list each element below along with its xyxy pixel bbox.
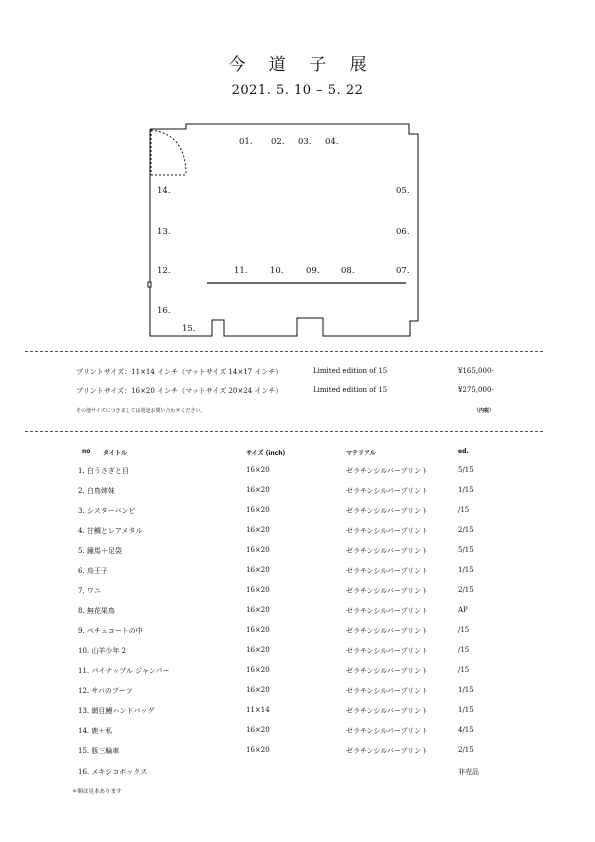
table-row — [0, 566, 595, 578]
work-edition: /15 — [458, 626, 470, 634]
plan-label-06: 06. — [396, 227, 410, 237]
work-material: ゼラチンシルバープリント — [346, 647, 429, 655]
work-material: ゼラチンシルバープリント — [346, 567, 429, 575]
price-size-11x14: プリントサイズ：11×14 インチ（マットサイズ 14×17 インチ） — [76, 368, 283, 376]
plan-label-11: 11. — [234, 266, 248, 276]
work-title: 1. 白うさぎと目 — [78, 467, 129, 475]
plan-label-01: 01. — [239, 137, 253, 147]
work-edition: 非売品 — [458, 768, 479, 776]
price-edition-16x20: Limited edition of 15 — [313, 386, 388, 394]
plan-label-13: 13. — [157, 227, 171, 237]
work-material: ゼラチンシルバープリント — [346, 667, 429, 675]
work-title: 15. 豚三輪車 — [78, 747, 120, 755]
work-edition: 2/15 — [458, 746, 474, 754]
work-edition: 1/15 — [458, 486, 474, 494]
work-size: 16×20 — [246, 626, 270, 634]
work-edition: AP — [458, 606, 468, 614]
work-edition: /15 — [458, 646, 470, 654]
col-header-size: サイズ (inch) — [246, 450, 286, 457]
work-title: 8. 無花果鳥 — [78, 607, 115, 615]
plan-label-12: 12. — [157, 266, 171, 276]
work-title: 10. 山羊少年 2 — [78, 647, 127, 655]
work-material: ゼラチンシルバープリント — [346, 627, 429, 635]
work-edition: 1/15 — [458, 566, 474, 574]
work-material: ゼラチンシルバープリント — [346, 607, 429, 615]
work-material: ゼラチンシルバープリント — [346, 587, 429, 595]
work-size: 11×14 — [246, 706, 270, 714]
table-row — [0, 767, 595, 779]
plan-label-09: 09. — [306, 266, 320, 276]
table-row — [0, 546, 595, 558]
plan-label-08: 08. — [341, 266, 355, 276]
work-title: 16. メキシコボックス — [78, 768, 148, 776]
table-row — [0, 686, 595, 698]
work-title: 5. 鐘馬＋足袋 — [78, 547, 122, 555]
table-row — [0, 706, 595, 718]
work-size: 16×20 — [246, 466, 270, 474]
work-title: 13. 網目鰻ハンドバッグ — [78, 707, 155, 715]
work-title: 2. 白鳥姉妹 — [78, 487, 115, 495]
work-edition: /15 — [458, 506, 470, 514]
work-material: ゼラチンシルバープリント — [346, 707, 429, 715]
work-edition: 2/15 — [458, 586, 474, 594]
col-header-title: タイトル — [103, 450, 127, 457]
work-material: ゼラチンシルバープリント — [346, 467, 429, 475]
plan-label-03: 03. — [298, 137, 312, 147]
table-row — [0, 646, 595, 658]
divider-top — [25, 351, 543, 352]
work-edition: 4/15 — [458, 726, 474, 734]
col-header-ed: ed. — [458, 448, 469, 455]
work-title: 7. ワニ — [78, 587, 101, 595]
work-size: 16×20 — [246, 506, 270, 514]
work-material: ゼラチンシルバープリント — [346, 727, 429, 735]
work-material: ゼラチンシルバープリント — [346, 547, 429, 555]
work-edition: /15 — [458, 666, 470, 674]
table-row — [0, 506, 595, 518]
work-title: 4. 甘鯛とレアメタル — [78, 527, 143, 535]
work-title: 3. シスターバンビ — [78, 507, 136, 515]
work-material: ゼラチンシルバープリント — [346, 507, 429, 515]
divider-bottom — [25, 431, 543, 432]
work-size: 16×20 — [246, 546, 270, 554]
work-title: 6. 烏王子 — [78, 567, 108, 575]
work-material: ゼラチンシルバープリント — [346, 747, 429, 755]
work-title: 12. サバのブーツ — [78, 687, 133, 695]
exhibition-title: 今 道 子 展 — [228, 55, 376, 75]
plan-label-14: 14. — [157, 186, 171, 196]
table-row — [0, 726, 595, 738]
work-material: ゼラチンシルバープリント — [346, 687, 429, 695]
plan-label-04: 04. — [325, 137, 339, 147]
work-size: 16×20 — [246, 586, 270, 594]
work-size: 16×20 — [246, 686, 270, 694]
price-size-16x20: プリントサイズ：16×20 インチ（マットサイズ 20×24 インチ） — [76, 387, 283, 395]
table-row — [0, 586, 595, 598]
tax-note: （内税） — [474, 408, 495, 414]
col-header-no: no — [82, 448, 91, 455]
table-row — [0, 486, 595, 498]
other-sizes-note: その他サイズにつきましては別途お問い合わせください。 — [76, 408, 206, 414]
work-material: ゼラチンシルバープリント — [346, 487, 429, 495]
work-size: 16×20 — [246, 726, 270, 734]
price-value-11x14: ¥165,000- — [458, 367, 494, 375]
work-size: 16×20 — [246, 606, 270, 614]
work-title: 11. パイナップル ジャンパー — [78, 667, 170, 675]
table-row — [0, 746, 595, 758]
plan-label-10: 10. — [270, 266, 284, 276]
col-header-material: マテリアル — [346, 450, 376, 457]
plan-label-02: 02. — [271, 137, 285, 147]
work-material: ゼラチンシルバープリント — [346, 527, 429, 535]
plan-label-05: 05. — [396, 186, 410, 196]
plan-label-15: 15. — [182, 324, 196, 334]
table-row — [0, 466, 595, 478]
exhibition-dates: 2021. 5. 10 – 5. 22 — [231, 83, 364, 98]
work-title: 9. ペチュコートの中 — [78, 627, 143, 635]
work-title: 14. 鹿＋私 — [78, 727, 113, 735]
table-row — [0, 666, 595, 678]
table-row — [0, 626, 595, 638]
table-row — [0, 526, 595, 538]
work-size: 16×20 — [246, 526, 270, 534]
price-edition-11x14: Limited edition of 15 — [313, 367, 388, 375]
work-size: 16×20 — [246, 746, 270, 754]
plan-label-16: 16. — [157, 306, 171, 316]
work-size: 16×20 — [246, 486, 270, 494]
frame-sample-note: ＊額は見本あります — [72, 789, 122, 795]
work-size: 16×20 — [246, 646, 270, 654]
work-edition: 5/15 — [458, 546, 474, 554]
work-size: 16×20 — [246, 666, 270, 674]
price-value-16x20: ¥275,000- — [458, 386, 494, 394]
work-edition: 1/15 — [458, 686, 474, 694]
work-edition: 2/15 — [458, 526, 474, 534]
work-size: 16×20 — [246, 566, 270, 574]
work-edition: 5/15 — [458, 466, 474, 474]
table-row — [0, 606, 595, 618]
work-edition: 1/15 — [458, 706, 474, 714]
plan-label-07: 07. — [396, 266, 410, 276]
